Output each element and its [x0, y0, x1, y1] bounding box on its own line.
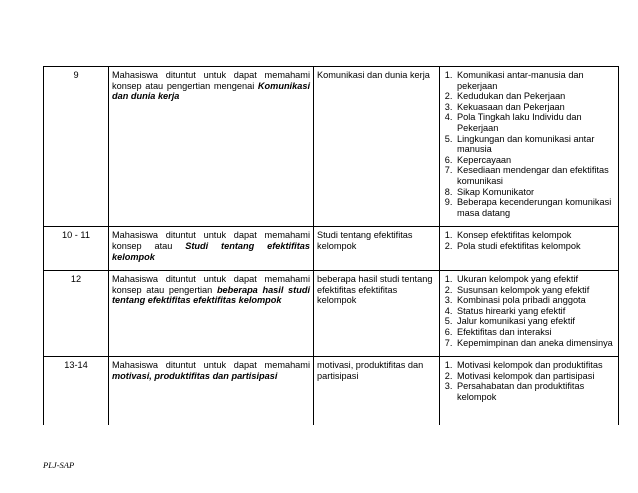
pokok-bahasan-cell: beberapa hasil studi tentang efektifitas efektifitas kelompok [314, 271, 440, 357]
sub-pokok-list [443, 230, 615, 251]
list-item: 2. Pola studi efektifitas kelompok [455, 241, 615, 252]
list-item: 8. Sikap Komunikator [455, 187, 615, 198]
list-item: 4. Status hirearki yang efektif [455, 306, 615, 317]
list-item: 1. Ukuran kelompok yang efektif [455, 274, 615, 285]
sub-pokok-cell [440, 67, 619, 227]
tujuan-cell [109, 271, 314, 357]
pokok-bahasan-cell: Komunikasi dan dunia kerja [314, 67, 440, 227]
list-item: 3. Kombinasi pola pribadi anggota [455, 295, 615, 306]
pertemuan-cell: 9 [44, 67, 109, 227]
list-item: 1. Motivasi kelompok dan produktifitas [455, 360, 615, 371]
tujuan-cell [109, 357, 314, 426]
sub-pokok-list [443, 360, 615, 402]
list-item: 5. Lingkungan dan komunikasi antar manusia [455, 134, 615, 155]
list-item: 2. Kedudukan dan Pekerjaan [455, 91, 615, 102]
pertemuan-cell: 10 - 11 [44, 227, 109, 271]
list-item: 9. Beberapa kecenderungan komunikasi masa datang [455, 197, 615, 218]
pertemuan-cell: 12 [44, 271, 109, 357]
tujuan-emphasis: motivasi, produktifitas dan partisipasi [112, 370, 278, 381]
list-item: 6. Kepercayaan [455, 155, 615, 166]
tujuan-emphasis: Komunikasi dan dunia kerja [112, 80, 310, 102]
sub-pokok-list [443, 70, 615, 218]
list-item: 2. Susunsan kelompok yang efektif [455, 285, 615, 296]
sap-table [43, 66, 619, 425]
pokok-bahasan-cell: Studi tentang efektifitas kelompok [314, 227, 440, 271]
list-item: 1. Komunikasi antar-manusia dan pekerjaan [455, 70, 615, 91]
list-item: 3. Persahabatan dan produktifitas kelompok [455, 381, 615, 402]
list-item: 1. Konsep efektifitas kelompok [455, 230, 615, 241]
tujuan-emphasis: beberapa hasil studi tentang efektifitas efektifitas kelompok [112, 284, 311, 306]
list-item: 2. Motivasi kelompok dan partisipasi [455, 371, 615, 382]
list-item: 7. Kepemimpinan dan aneka dimensinya [455, 338, 615, 349]
tujuan-cell [109, 67, 314, 227]
table-row [44, 67, 619, 227]
tujuan-emphasis: Studi tentang efektifitas kelompok [112, 240, 310, 262]
list-item: 7. Kesediaan mendengar dan efektifitas komunikasi [455, 165, 615, 186]
sub-pokok-cell [440, 357, 619, 426]
pokok-bahasan-cell: motivasi, produktifitas dan partisipasi [314, 357, 440, 426]
tujuan-text: Mahasiswa dituntut untuk dapat memahami konsep atau pengertian mengenai [112, 70, 310, 91]
list-item: 3. Kekuasaan dan Pekerjaan [455, 102, 615, 113]
sub-pokok-cell [440, 227, 619, 271]
footer-label: PLJ-SAP [43, 460, 75, 470]
tujuan-cell [109, 227, 314, 271]
tujuan-text: Mahasiswa dituntut untuk dapat memahami [112, 360, 310, 371]
tujuan-text: Mahasiswa dituntut untuk dapat memahami konsep atau [112, 230, 310, 251]
table-row [44, 271, 619, 357]
list-item: 5. Jalur komunikasi yang efektif [455, 316, 615, 327]
sub-pokok-list [443, 274, 615, 348]
list-item: 4. Pola Tingkah laku Individu dan Pekerjaan [455, 112, 615, 133]
table-row [44, 227, 619, 271]
sub-pokok-cell [440, 271, 619, 357]
pertemuan-cell: 13-14 [44, 357, 109, 426]
list-item: 6. Efektifitas dan interaksi [455, 327, 615, 338]
table-row [44, 357, 619, 426]
tujuan-text: Mahasiswa dituntut untuk dapat memahami konsep atau pengertian [112, 274, 310, 295]
